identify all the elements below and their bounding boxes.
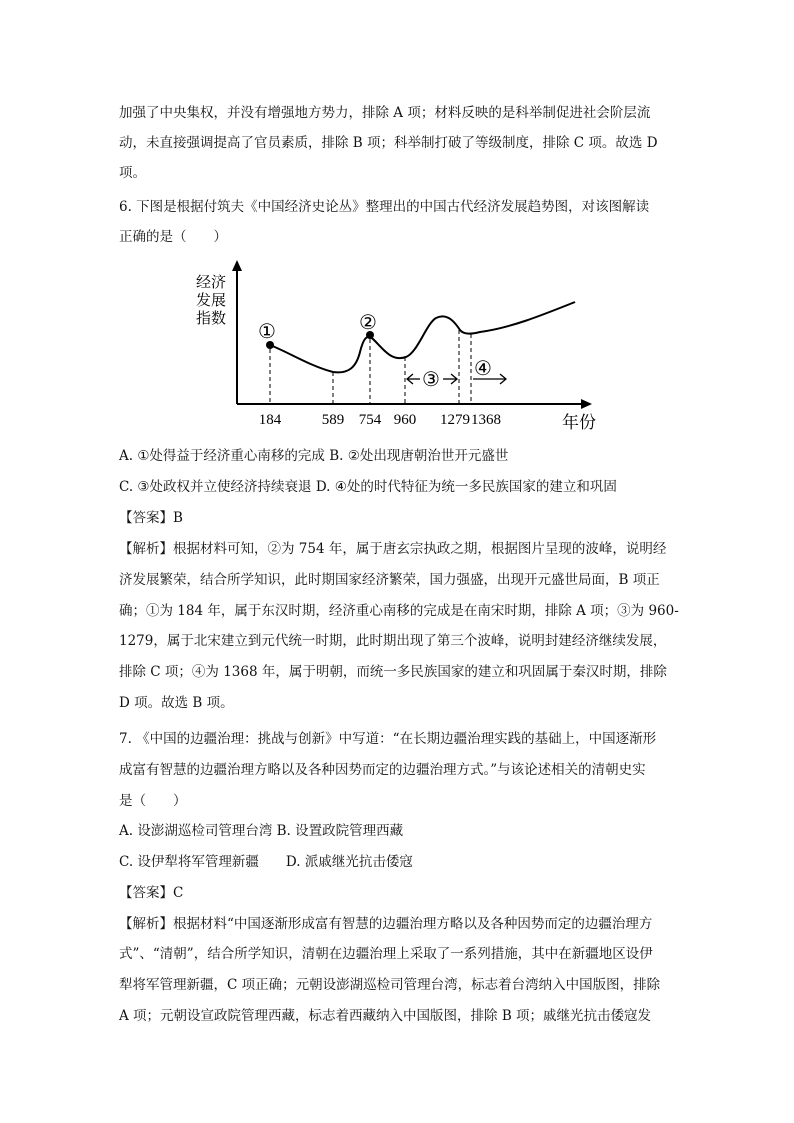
text-line-23: 犁将军管理新疆，C 项正确；元朝设澎湖巡检司管理台湾，标志着台湾纳入中国版图，排除 [119, 977, 661, 993]
text-line-16: 成富有智慧的边疆治理方略以及各种因势而定的边疆治理方式。”与该论述相关的清朝史实 [119, 762, 646, 778]
y-label-line-2: 发展 [196, 293, 227, 309]
text-line-10: 济发展繁荣，结合所学知识，此时期国家经济繁荣，国力强盛，出现开元盛世局面，B 项正 [119, 572, 660, 588]
text-line-3: 项。 [119, 165, 146, 181]
tick-754: 754 [358, 412, 382, 428]
y-axis-arrow [232, 260, 242, 271]
tick-589: 589 [321, 412, 345, 428]
text-line-18: A. 设澎湖巡检司管理台湾 B. 设置政院管理西藏 [119, 823, 404, 839]
tick-184: 184 [258, 412, 282, 428]
y-label-line-3: 指数 [196, 311, 227, 327]
marker-3: ③ [422, 369, 440, 391]
text-line-11: 确；①为 184 年，属于东汉时期，经济重心南移的完成是在南宋时期，排除 A 项；③为 960- [119, 603, 679, 619]
marker-4: ④ [474, 358, 492, 380]
tick-1368: 1368 [471, 412, 501, 428]
text-line-5: 正确的是（ ） [119, 229, 227, 245]
text-line-21: 【解析】根据材料“中国逐渐形成富有智慧的边疆治理方略以及各种因势而定的边疆治理方 [119, 916, 653, 932]
y-label-line-1: 经济 [196, 275, 227, 291]
x-label: 年份 [562, 413, 596, 432]
text-line-20: 【答案】C [119, 885, 184, 901]
text-line-13: 排除 C 项；④为 1368 年，属于明朝，而统一多民族国家的建立和巩固属于秦汉时期，排除 [119, 664, 667, 680]
trend-curve [270, 302, 575, 372]
tick-1279: 1279 [440, 412, 470, 428]
text-line-19: C. 设伊犁将军管理新疆 D. 派戚继光抗击倭寇 [119, 854, 413, 870]
text-line-8: 【答案】B [119, 510, 183, 526]
text-line-22: 式”、“清朝”，结合所学知识，清朝在边疆治理上采取了一系列措施，其中在新疆地区设伊 [119, 946, 653, 962]
tick-960: 960 [393, 412, 417, 428]
economic-trend-chart [180, 256, 610, 436]
x-axis-arrow [581, 399, 592, 409]
text-line-14: D 项。故选 B 项。 [119, 695, 234, 711]
text-line-17: 是（ ） [119, 793, 187, 809]
text-line-15: 7. 《中国的边疆治理：挑战与创新》中写道：“在长期边疆治理实践的基础上，中国逐渐形 [119, 731, 657, 747]
text-line-1: 加强了中央集权，并没有增强地方势力，排除 A 项；材料反映的是科举制促进社会阶层流 [119, 105, 651, 121]
marker-2: ② [359, 312, 377, 334]
text-line-9: 【解析】根据材料可知，②为 754 年，属于唐玄宗执政之期，根据图片呈现的波峰，说明经 [119, 541, 667, 557]
text-line-2: 动，未直接强调提高了官员素质，排除 B 项；科举制打破了等级制度，排除 C 项。故选 D [119, 135, 658, 151]
text-line-24: A 项；元朝设宣政院管理西藏，标志着西藏纳入中国版图，排除 B 项；戚继光抗击倭寇发 [119, 1008, 652, 1024]
text-line-4: 6. 下图是根据付筑夫《中国经济史论丛》整理出的中国古代经济发展趋势图，对该图解读 [119, 199, 650, 215]
marker-1: ① [258, 321, 276, 343]
text-line-7: C. ③处政权并立使经济持续衰退 D. ④处的时代特征为统一多民族国家的建立和巩固 [119, 479, 617, 495]
text-line-6: A. ①处得益于经济重心南移的完成 B. ②处出现唐朝治世开元盛世 [119, 448, 509, 464]
text-line-12: 1279，属于北宋建立到元代统一时期，此时期出现了第三个波峰，说明封建经济继续发展， [119, 633, 667, 649]
